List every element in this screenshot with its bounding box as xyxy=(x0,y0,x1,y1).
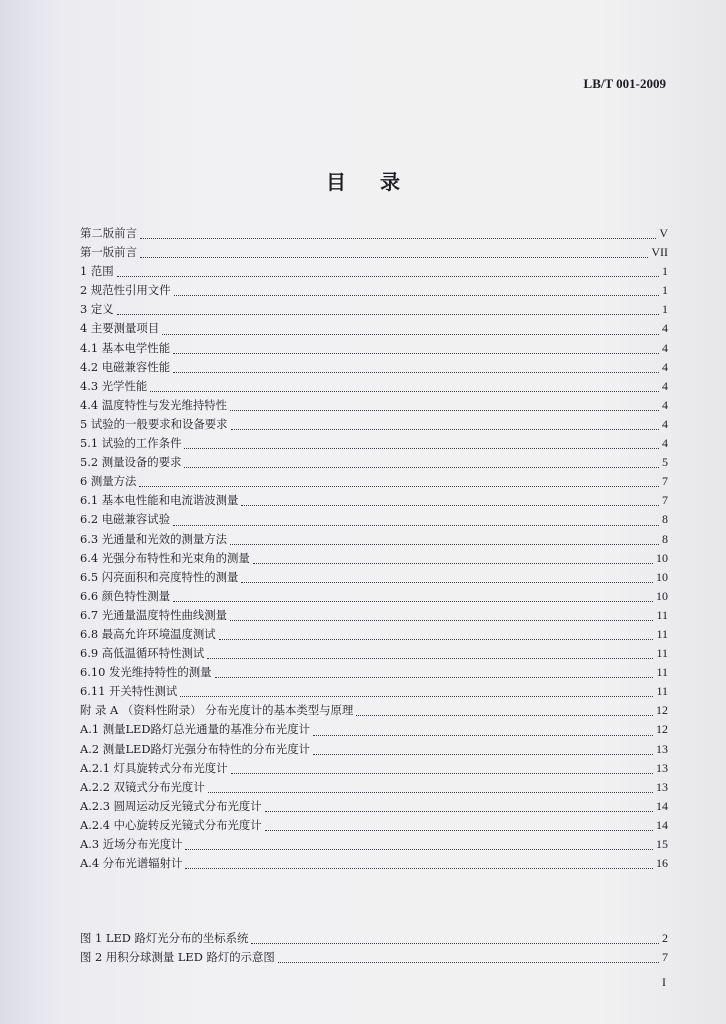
toc-entry-label: A.2.4 中心旋转反光镜式分布光度计 xyxy=(80,817,262,832)
toc-entry[interactable] xyxy=(80,454,668,473)
toc-entry-label: 5.2 测量设备的要求 xyxy=(80,455,182,470)
dot-leader xyxy=(207,658,653,659)
toc-entry-label: 4.4 温度特性与发光维持特性 xyxy=(80,397,228,412)
toc-entry-page-number: 8 xyxy=(662,531,668,546)
toc-entry-page-number: 11 xyxy=(656,665,668,680)
toc-entry[interactable] xyxy=(80,721,668,740)
toc-entry[interactable] xyxy=(80,588,668,607)
toc-entry-page-number: 10 xyxy=(656,569,668,584)
toc-entry[interactable] xyxy=(80,511,668,530)
dot-leader xyxy=(185,849,653,850)
toc-entry-label: 6.1 基本电性能和电流谐波测量 xyxy=(80,493,239,508)
dot-leader xyxy=(150,391,659,392)
dot-leader xyxy=(230,544,659,545)
toc-entry-label: A.2.3 圆周运动反光镜式分布光度计 xyxy=(80,798,262,813)
dot-leader xyxy=(185,868,653,869)
figure-entry-page-number: 2 xyxy=(662,931,668,945)
toc-entry[interactable] xyxy=(80,607,668,626)
dot-leader xyxy=(313,754,653,755)
toc-entry-page-number: 12 xyxy=(656,703,668,718)
toc-entry-label: 6.8 最高允许环境温度测试 xyxy=(80,626,216,641)
figure-entry-page-number: 7 xyxy=(662,950,668,965)
toc-entry-page-number: 15 xyxy=(656,837,668,851)
dot-leader xyxy=(184,467,659,468)
toc-entry[interactable] xyxy=(80,569,668,588)
toc-entry-label: A.3 近场分布光度计 xyxy=(80,837,183,851)
page-title: 目录 xyxy=(326,170,434,194)
dot-leader xyxy=(219,639,654,640)
toc-entry-label: 5.1 试验的工作条件 xyxy=(80,436,182,451)
toc-entry[interactable] xyxy=(80,645,668,664)
dot-leader xyxy=(278,962,659,963)
toc-entry[interactable] xyxy=(80,473,668,492)
toc-entry[interactable] xyxy=(80,320,668,339)
toc-entry-label: 6.9 高低温循环特性测试 xyxy=(80,646,205,661)
toc-entry-page-number: 10 xyxy=(656,550,668,565)
page-number: I xyxy=(662,975,666,989)
toc-entry-label: A.2 测量LED路灯光强分布特性的分布光度计 xyxy=(80,741,310,756)
toc-entry-label: 第二版前言 xyxy=(80,226,137,240)
toc-entry-label: A.2.1 灯具旋转式分布光度计 xyxy=(80,760,228,775)
dot-leader xyxy=(241,582,653,583)
toc-entry-label: 6.10 发光维持特性的测量 xyxy=(80,665,212,680)
toc-entry-label: 2 规范性引用文件 xyxy=(80,283,171,298)
toc-entry-page-number: 11 xyxy=(656,607,668,622)
toc-entry-label: 4 主要测量项目 xyxy=(80,321,160,336)
dot-leader xyxy=(231,429,659,430)
toc-entry-label: 6.6 颜色特性测量 xyxy=(80,588,171,603)
dot-leader xyxy=(208,792,653,793)
dot-leader xyxy=(230,410,659,411)
toc-entry[interactable] xyxy=(80,378,668,397)
toc-entry-page-number: V xyxy=(659,226,668,240)
toc-entry-page-number: 4 xyxy=(662,436,668,451)
toc-entry[interactable] xyxy=(80,664,668,683)
dot-leader xyxy=(251,943,659,944)
toc-entry-page-number: 7 xyxy=(662,493,668,508)
toc-entry-label: A.2.2 双镜式分布光度计 xyxy=(80,779,205,794)
dot-leader xyxy=(356,715,653,716)
dot-leader xyxy=(140,238,656,239)
dot-leader xyxy=(180,696,653,697)
toc-entry[interactable] xyxy=(80,492,668,511)
toc-entry-label: 6.3 光通量和光效的测量方法 xyxy=(80,531,228,546)
toc-entry[interactable] xyxy=(80,855,668,874)
dot-leader xyxy=(230,620,653,621)
toc-entry[interactable] xyxy=(80,359,668,378)
toc-entry-label: 4.3 光学性能 xyxy=(80,378,148,393)
toc-entry[interactable] xyxy=(80,798,668,817)
toc-entry-page-number: 4 xyxy=(662,378,668,393)
toc-entry-page-number: 8 xyxy=(662,512,668,527)
toc-entry-page-number: 11 xyxy=(656,626,668,641)
toc-entry-page-number: 16 xyxy=(656,856,668,871)
toc-entry[interactable] xyxy=(80,244,668,263)
toc-entry-label: A.4 分布光谱辐射计 xyxy=(80,856,183,871)
toc-entry-label: 5 试验的一般要求和设备要求 xyxy=(80,416,228,431)
toc-entry-label: 4.1 基本电学性能 xyxy=(80,340,171,355)
toc-entry[interactable] xyxy=(80,282,668,301)
dot-leader xyxy=(173,525,659,526)
toc-entry-page-number: 4 xyxy=(662,321,668,336)
toc-entry[interactable] xyxy=(80,340,668,359)
toc-entry-label: 6.7 光通量温度特性曲线测量 xyxy=(80,607,228,622)
toc-entry-page-number: 4 xyxy=(662,359,668,374)
toc-entry-label: 3 定义 xyxy=(80,302,114,317)
dot-leader xyxy=(173,601,653,602)
toc-entry-label: 6.5 闪亮面积和亮度特性的测量 xyxy=(80,569,239,584)
toc-entry[interactable] xyxy=(80,435,668,454)
dot-leader xyxy=(265,830,653,831)
toc-entry[interactable] xyxy=(80,779,668,798)
toc-entry-label: 6.4 光强分布特性和光束角的测量 xyxy=(80,550,250,565)
toc-entry[interactable] xyxy=(80,760,668,779)
toc-entry[interactable] xyxy=(80,397,668,416)
toc-entry-page-number: 5 xyxy=(662,455,668,470)
figure-entry-label: 图 1 LED 路灯光分布的坐标系统 xyxy=(80,931,249,945)
toc-entry-page-number: 1 xyxy=(662,264,668,279)
figure-entry-label: 图 2 用积分球测量 LED 路灯的示意图 xyxy=(80,950,275,965)
dot-leader xyxy=(173,372,659,373)
dot-leader xyxy=(139,486,659,487)
dot-leader xyxy=(140,257,648,258)
dot-leader xyxy=(231,773,654,774)
toc-entry-label: 1 范围 xyxy=(80,264,114,279)
toc-entry[interactable] xyxy=(80,550,668,569)
dot-leader xyxy=(162,334,659,335)
toc-entry-page-number: 4 xyxy=(662,397,668,412)
dot-leader xyxy=(174,295,659,296)
toc-entry-label: 6.2 电磁兼容试验 xyxy=(80,512,171,527)
toc-entry-label: 6 测量方法 xyxy=(80,474,137,489)
document-code: LB/T 001-2009 xyxy=(583,76,666,91)
toc-entry-page-number: VII xyxy=(651,245,668,260)
toc-entry-page-number: 14 xyxy=(656,798,668,813)
toc-entry-page-number: 11 xyxy=(656,646,668,661)
toc-entry-label: A.1 测量LED路灯总光通量的基准分布光度计 xyxy=(80,722,310,737)
dot-leader xyxy=(241,505,659,506)
dot-leader xyxy=(117,314,659,315)
toc-entry[interactable] xyxy=(80,836,668,855)
dot-leader xyxy=(265,811,653,812)
toc-entry-label: 6.11 开关特性测试 xyxy=(80,684,178,699)
toc-entry[interactable] xyxy=(80,817,668,836)
toc-entry-label: 4.2 电磁兼容性能 xyxy=(80,359,171,374)
figure-entry[interactable] xyxy=(80,949,668,968)
figure-list xyxy=(80,930,668,968)
figure-entry[interactable] xyxy=(80,930,668,949)
toc-entry-page-number: 4 xyxy=(662,416,668,431)
toc-entry-page-number: 4 xyxy=(662,340,668,355)
toc-entry-page-number: 13 xyxy=(656,741,668,756)
toc-entry-page-number: 11 xyxy=(656,684,668,699)
toc-entry-label: 第一版前言 xyxy=(80,245,137,260)
toc-entry-page-number: 10 xyxy=(656,588,668,603)
toc-entry-page-number: 1 xyxy=(662,302,668,317)
toc-entry-label: 附 录 A （资料性附录） 分布光度计的基本类型与原理 xyxy=(80,703,354,718)
toc-entry[interactable] xyxy=(80,301,668,320)
dot-leader xyxy=(173,353,659,354)
toc-entry[interactable] xyxy=(80,225,668,244)
toc-entry[interactable] xyxy=(80,263,668,282)
toc-entry[interactable] xyxy=(80,741,668,760)
toc-entry-page-number: 12 xyxy=(656,722,668,737)
dot-leader xyxy=(253,563,653,564)
toc-entry-page-number: 1 xyxy=(662,283,668,298)
toc-entry[interactable] xyxy=(80,683,668,702)
toc-entry[interactable] xyxy=(80,416,668,435)
dot-leader xyxy=(313,735,653,736)
toc-entry[interactable] xyxy=(80,702,668,721)
dot-leader xyxy=(117,276,659,277)
toc-entry[interactable] xyxy=(80,626,668,645)
table-of-contents xyxy=(80,225,668,874)
dot-leader xyxy=(184,448,659,449)
dot-leader xyxy=(215,677,654,678)
toc-entry-page-number: 13 xyxy=(656,779,668,794)
toc-entry-page-number: 7 xyxy=(662,474,668,489)
toc-entry[interactable] xyxy=(80,531,668,550)
toc-entry-page-number: 14 xyxy=(656,817,668,832)
toc-entry-page-number: 13 xyxy=(656,760,668,775)
